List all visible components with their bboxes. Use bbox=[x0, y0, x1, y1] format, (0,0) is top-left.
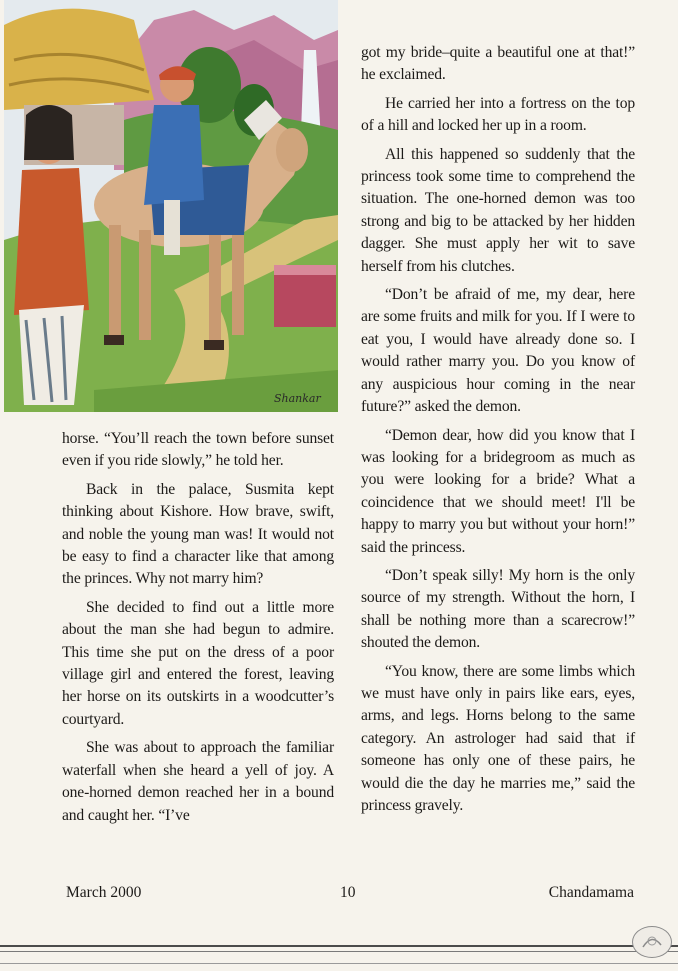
paragraph: “Demon dear, how did you know that I was looking for a bridegroom as much as you were looking for a bride? What a coincidence that we should meet! I'll be happy to marry you but without your horn!” said the princess. bbox=[361, 426, 635, 556]
page-footer bbox=[0, 884, 678, 908]
paragraph: “Don’t be afraid of me, my dear, here are some fruits and milk for you. If I were to eat you, I would have already done so. I would rather marry you. Do you know of any auspicious hour coming in the near future?” asked the demon. bbox=[361, 286, 635, 416]
publisher-seal-icon bbox=[632, 926, 672, 958]
footer-rule bbox=[0, 963, 678, 964]
paragraph: All this happened so suddenly that the princess took some time to comprehend the situation. The one-horned demon was too strong and big to be attacked by her hidden dagger. She must apply her wit to save herself from his clutches. bbox=[361, 145, 635, 275]
story-illustration bbox=[4, 0, 338, 412]
paragraph: She decided to find out a little more about the man she had begun to admire. This time she put on the dress of a poor village girl and entered the forest, leaving her horse on its outskirts in a woodcutter’s courtyard. bbox=[62, 598, 334, 728]
paragraph: He carried her into a fortress on the top of a hill and locked her up in a room. bbox=[361, 94, 635, 135]
paragraph: horse. “You’ll reach the town before sunset even if you ride slowly,” he told her. bbox=[62, 430, 334, 470]
footer-rule bbox=[0, 951, 678, 952]
page-number: 10 bbox=[340, 884, 356, 901]
issue-date: March 2000 bbox=[66, 884, 142, 901]
illustration-art bbox=[4, 0, 338, 412]
paragraph: She was about to approach the familiar waterfall when she heard a yell of joy. A one-horned demon reached her in a bound and caught her. “I’ve bbox=[62, 739, 334, 824]
paragraph: “Don’t speak silly! My horn is the only source of my strength. Without the horn, I shall be nothing more than a scarecrow!” shouted the demon. bbox=[361, 566, 635, 652]
footer-rule bbox=[0, 945, 678, 947]
left-text-column bbox=[62, 428, 334, 833]
paragraph: “You know, there are some limbs which we must have only in pairs like ears, eyes, arms, and legs. Horns belong to the same category. An astrologer had said that if someone has only one of these pairs, he would die the day he marries me,” said the princess gravely. bbox=[361, 662, 635, 814]
right-text-column bbox=[361, 42, 635, 823]
paragraph: got my bride–quite a beautiful one at that!” he exclaimed. bbox=[361, 44, 635, 84]
artist-signature: Shankar bbox=[274, 392, 321, 405]
paragraph: Back in the palace, Susmita kept thinking about Kishore. How brave, swift, and noble the young man was! It would not be easy to find a character like that among the princes. Why not marry him? bbox=[62, 480, 334, 588]
magazine-name: Chandamama bbox=[548, 884, 634, 901]
